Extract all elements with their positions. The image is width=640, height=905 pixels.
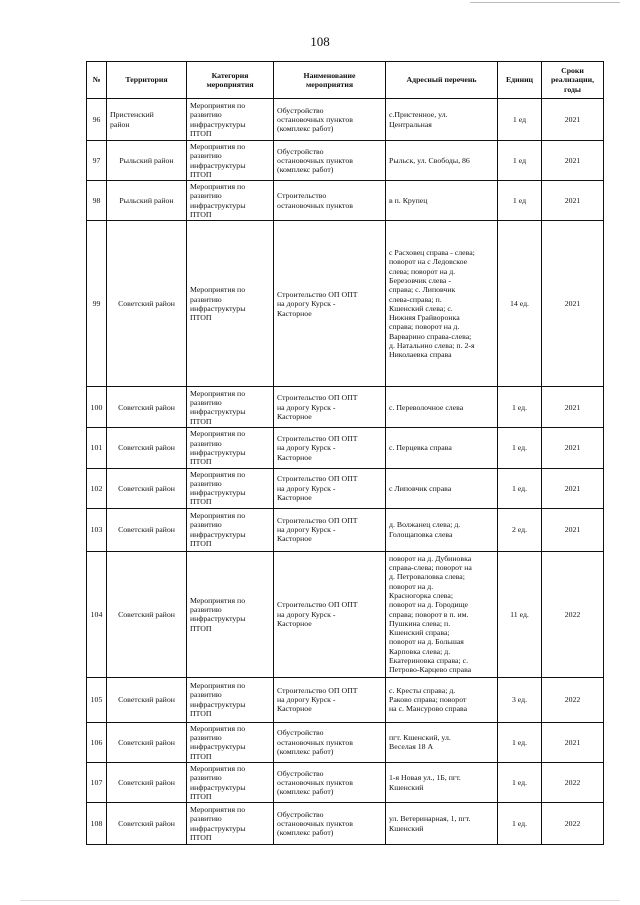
- cell-name: Обустройство остановочных пунктов (комплекс работ): [274, 141, 386, 181]
- cell-address: с Расховец справа - слева; поворот на с Ледовское слева; поворот на д. Березовчик слева - справа; с. Липовчик слева-справа; п. Кшенский слева; с. Нижняя Грайворонка справа; поворот на д. Варварино справа-слева; д. Натальино слева; п. 2-я Николаевка справа: [386, 221, 498, 387]
- scan-edge-bottom: [20, 900, 620, 901]
- col-header-name: Наименование мероприятия: [274, 62, 386, 99]
- cell-num: 107: [87, 762, 107, 802]
- cell-territory: Советский район: [107, 803, 187, 845]
- cell-territory: Пристенский район: [107, 99, 187, 141]
- cell-name: Строительство ОП ОПТ на дорогу Курск - Касторное: [274, 387, 386, 428]
- cell-name: Обустройство остановочных пунктов (комплекс работ): [274, 99, 386, 141]
- cell-num: 105: [87, 677, 107, 722]
- col-header-territory: Территория: [107, 62, 187, 99]
- table-row: [87, 141, 604, 181]
- cell-name: Строительство остановочных пунктов: [274, 181, 386, 221]
- cell-years: 2022: [542, 551, 604, 677]
- cell-category: Мероприятия по развитию инфраструктуры ПТОП: [187, 428, 274, 468]
- cell-years: 2021: [542, 428, 604, 468]
- cell-address: пгт. Кшенский, ул. Веселая 18 А: [386, 722, 498, 762]
- cell-num: 99: [87, 221, 107, 387]
- table-row: [87, 387, 604, 428]
- cell-qty: 1 ед: [498, 181, 542, 221]
- cell-address: с Липовчик справа: [386, 468, 498, 508]
- col-header-num: №: [87, 62, 107, 99]
- cell-address: с. Перцевка справа: [386, 428, 498, 468]
- col-header-category: Категория мероприятия: [187, 62, 274, 99]
- cell-years: 2022: [542, 677, 604, 722]
- table-row: [87, 468, 604, 508]
- cell-address: с.Пристенное, ул. Центральная: [386, 99, 498, 141]
- cell-category: Мероприятия по развитию инфраструктуры ПТОП: [187, 181, 274, 221]
- table-row: [87, 677, 604, 722]
- cell-qty: 1 ед: [498, 141, 542, 181]
- table-header-row: [87, 62, 604, 99]
- cell-address: с. Переволочное слева: [386, 387, 498, 428]
- cell-num: 103: [87, 508, 107, 551]
- cell-name: Строительство ОП ОПТ на дорогу Курск - Касторное: [274, 551, 386, 677]
- cell-qty: 1 ед.: [498, 722, 542, 762]
- cell-territory: Советский район: [107, 221, 187, 387]
- cell-num: 96: [87, 99, 107, 141]
- cell-name: Обустройство остановочных пунктов (комплекс работ): [274, 803, 386, 845]
- cell-years: 2022: [542, 803, 604, 845]
- cell-years: 2021: [542, 221, 604, 387]
- cell-territory: Советский район: [107, 762, 187, 802]
- table-row: [87, 508, 604, 551]
- table-row: [87, 803, 604, 845]
- cell-qty: 11 ед.: [498, 551, 542, 677]
- cell-territory: Рыльский район: [107, 141, 187, 181]
- col-header-years: Сроки реализации, годы: [542, 62, 604, 99]
- cell-qty: 1 ед.: [498, 387, 542, 428]
- cell-category: Мероприятия по развитию инфраструктуры ПТОП: [187, 468, 274, 508]
- table-row: [87, 428, 604, 468]
- page-number: 108: [310, 34, 330, 49]
- cell-address: с. Кресты справа; д. Раково справа; поворот на с. Мансурово справа: [386, 677, 498, 722]
- cell-years: 2021: [542, 99, 604, 141]
- table-row: [87, 551, 604, 677]
- cell-address: поворот на д. Дубиновка справа-слева; поворот на д. Петроваловка слева; поворот на д. Красногорка слева; поворот на д. Городище справа; поворот в п. им. Пушкина слева; п. Кшенский справа; поворот на д. Большая Карповка слева; д. Екатериновка справа; с. Петрово-Карцево справа: [386, 551, 498, 677]
- cell-qty: 14 ед.: [498, 221, 542, 387]
- cell-years: 2021: [542, 387, 604, 428]
- cell-category: Мероприятия по развитию инфраструктуры ПТОП: [187, 508, 274, 551]
- table-row: [87, 221, 604, 387]
- cell-category: Мероприятия по развитию инфраструктуры ПТОП: [187, 141, 274, 181]
- cell-years: 2021: [542, 508, 604, 551]
- cell-qty: 1 ед.: [498, 428, 542, 468]
- cell-num: 101: [87, 428, 107, 468]
- cell-years: 2021: [542, 468, 604, 508]
- cell-years: 2021: [542, 141, 604, 181]
- cell-territory: Советский район: [107, 722, 187, 762]
- cell-address: 1-я Новая ул., 1Б, пгт. Кшенский: [386, 762, 498, 802]
- cell-num: 102: [87, 468, 107, 508]
- cell-num: 104: [87, 551, 107, 677]
- cell-qty: 1 ед.: [498, 803, 542, 845]
- cell-name: Строительство ОП ОПТ на дорогу Курск - Касторное: [274, 677, 386, 722]
- cell-address: в п. Крупец: [386, 181, 498, 221]
- cell-category: Мероприятия по развитию инфраструктуры ПТОП: [187, 387, 274, 428]
- cell-qty: 1 ед.: [498, 468, 542, 508]
- cell-territory: Рыльский район: [107, 181, 187, 221]
- cell-territory: Советский район: [107, 677, 187, 722]
- col-header-qty: Единиц: [498, 62, 542, 99]
- cell-address: Рыльск, ул. Свободы, 86: [386, 141, 498, 181]
- cell-qty: 1 ед: [498, 99, 542, 141]
- cell-category: Мероприятия по развитию инфраструктуры ПТОП: [187, 99, 274, 141]
- cell-years: 2021: [542, 722, 604, 762]
- cell-num: 97: [87, 141, 107, 181]
- cell-qty: 3 ед.: [498, 677, 542, 722]
- cell-category: Мероприятия по развитию инфраструктуры ПТОП: [187, 803, 274, 845]
- cell-territory: Советский район: [107, 468, 187, 508]
- cell-num: 100: [87, 387, 107, 428]
- cell-territory: Советский район: [107, 428, 187, 468]
- cell-name: Строительство ОП ОПТ на дорогу Курск - Касторное: [274, 468, 386, 508]
- cell-territory: Советский район: [107, 387, 187, 428]
- cell-category: Мероприятия по развитию инфраструктуры ПТОП: [187, 221, 274, 387]
- cell-category: Мероприятия по развитию инфраструктуры ПТОП: [187, 551, 274, 677]
- table-row: [87, 99, 604, 141]
- activities-table: [86, 61, 604, 845]
- cell-name: Обустройство остановочных пунктов (комплекс работ): [274, 762, 386, 802]
- cell-years: 2022: [542, 762, 604, 802]
- table-row: [87, 181, 604, 221]
- cell-territory: Советский район: [107, 508, 187, 551]
- scan-edge-top: [470, 2, 620, 3]
- col-header-address: Адресный перечень: [386, 62, 498, 99]
- cell-num: 98: [87, 181, 107, 221]
- cell-category: Мероприятия по развитию инфраструктуры ПТОП: [187, 762, 274, 802]
- cell-name: Обустройство остановочных пунктов (комплекс работ): [274, 722, 386, 762]
- cell-name: Строительство ОП ОПТ на дорогу Курск - Касторное: [274, 508, 386, 551]
- cell-num: 106: [87, 722, 107, 762]
- cell-name: Строительство ОП ОПТ на дорогу Курск - Касторное: [274, 221, 386, 387]
- cell-address: ул. Ветеринарная, 1, пгт. Кшенский: [386, 803, 498, 845]
- cell-qty: 1 ед.: [498, 762, 542, 802]
- table-row: [87, 762, 604, 802]
- cell-name: Строительство ОП ОПТ на дорогу Курск - Касторное: [274, 428, 386, 468]
- cell-territory: Советский район: [107, 551, 187, 677]
- cell-num: 108: [87, 803, 107, 845]
- cell-category: Мероприятия по развитию инфраструктуры ПТОП: [187, 677, 274, 722]
- table-row: [87, 722, 604, 762]
- cell-years: 2021: [542, 181, 604, 221]
- cell-address: д. Волжанец слева; д. Голощаповка слева: [386, 508, 498, 551]
- cell-category: Мероприятия по развитию инфраструктуры ПТОП: [187, 722, 274, 762]
- cell-qty: 2 ед.: [498, 508, 542, 551]
